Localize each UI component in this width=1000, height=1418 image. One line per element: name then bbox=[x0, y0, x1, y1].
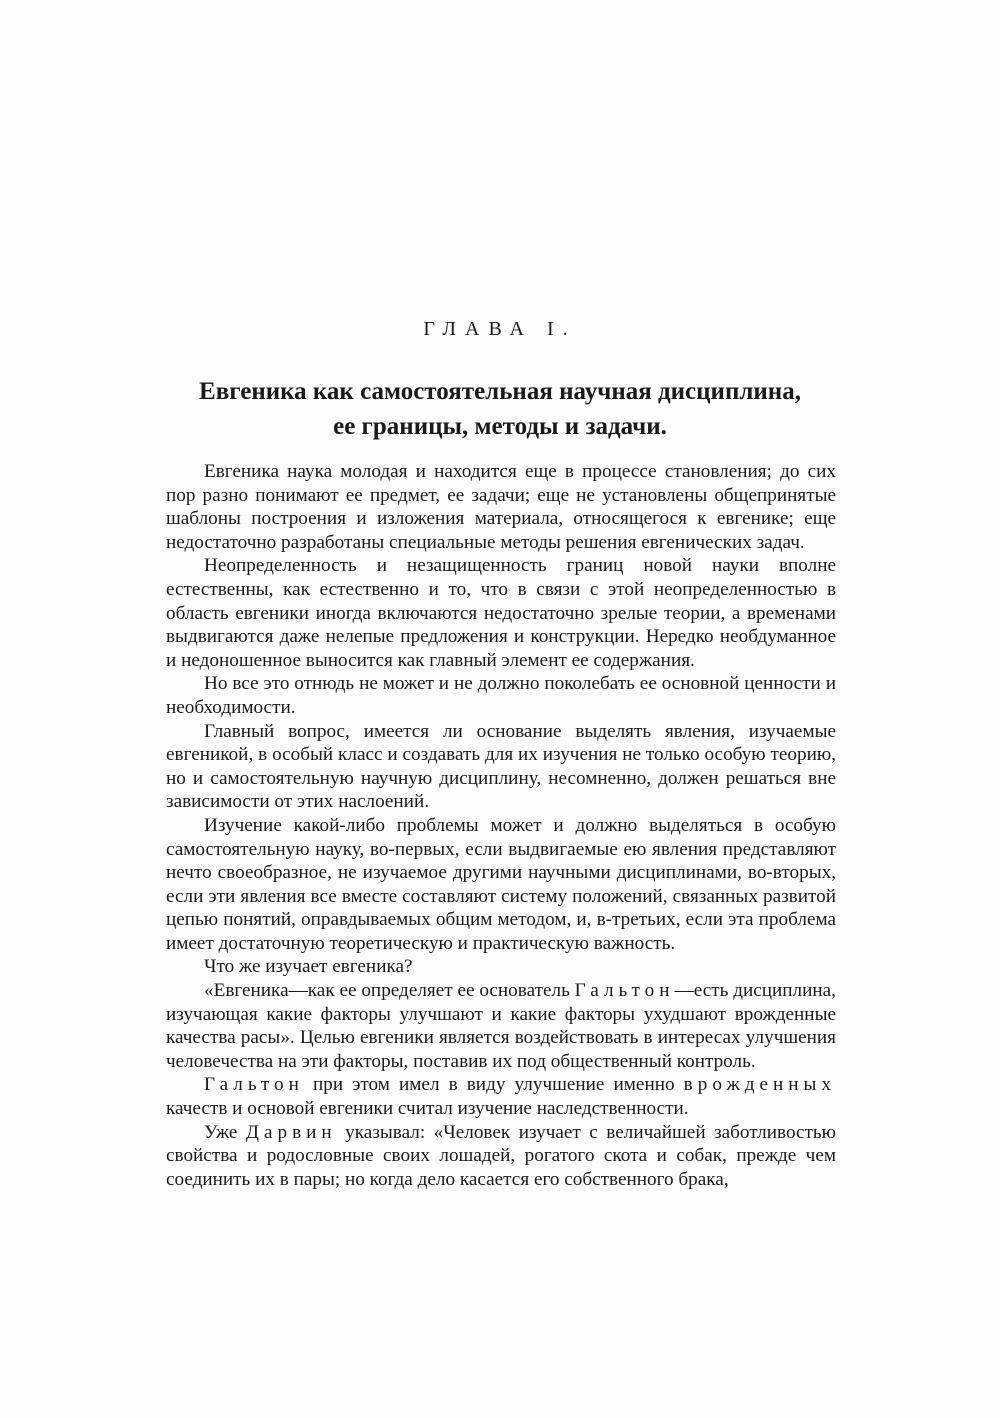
emphasis-innate: врожденных bbox=[683, 1074, 836, 1096]
paragraph-4: Главный вопрос, имеется ли основание выделять явления, изучаемые евгеникой, в особый класс и создавать для их изучения не только особую теорию, но и самостоятельную научную дисциплину, несомненно, должен решаться вне зависимости от этих наслоений. bbox=[166, 720, 836, 813]
name-darwin: Дарвин bbox=[245, 1121, 337, 1143]
paragraph-2: Неопределенность и незащищенность границ новой науки вполне естественны, как естественно и то, что в связи с этой неопределенностью в область евгеники иногда включаются недостаточно зрелые теории, а временами выдвигаются даже нелепые предложения и конструкции. Нередко необдуманное и недоношенное выносится как главный элемент ее содержания. bbox=[166, 555, 836, 671]
name-galton-2: Гальтон bbox=[204, 1074, 304, 1096]
paragraph-7-part-b: —есть дисциплина, изучающая какие факторы улучшают и какие факторы ухудшают врожденные качества расы». Целью евгеники является воздействовать в интересах улучшения человечества на эти факторы, поставив их под общественный контроль. bbox=[166, 980, 836, 1072]
paragraph-7-part-a: «Евгеника—как ее определяет ее основатель bbox=[204, 980, 575, 1002]
chapter-label: ГЛАВА I. bbox=[423, 318, 577, 340]
paragraph-9 bbox=[166, 1121, 836, 1192]
paragraph-9-part-b: указывал: «Человек изучает с величайшей заботливостью свойства и родословные своих лошадей, рогатого скота и собак, прежде чем соединить их в пары; но когда дело касается его собственного брака, bbox=[166, 1121, 836, 1190]
chapter-title-line-1: Евгеника как самостоятельная научная дисциплина, bbox=[199, 378, 801, 405]
chapter-title-line-2: ее границы, методы и задачи. bbox=[333, 413, 667, 440]
paragraph-5: Изучение какой-либо проблемы может и должно выделяться в особую самостоятельную науку, во-первых, если выдвигаемые ею явления представляют нечто своеобразное, не изучаемое другими научными дисциплинами, во-вторых, если эти явления все вместе составляют систему положений, связанных развитой цепью понятий, оправдываемых общим методом, и, в-третьих, если эта проблема имеет достаточную теоретическую и практическую важность. bbox=[166, 814, 836, 954]
paragraph-8-part-a: при этом имел в виду улучшение именно bbox=[303, 1074, 684, 1096]
name-galton: Гальтон bbox=[574, 980, 675, 1002]
paragraph-1: Евгеника наука молодая и находится еще в процессе становления; до сих пор разно понимают ее предмет, ее задачи; еще не установлены общепринятые шаблоны построения и изложения материала, относящегося к евгенике; еще недостаточно разработаны специальные методы решения евгенических задач. bbox=[166, 461, 836, 553]
paragraph-8 bbox=[166, 1073, 836, 1120]
paragraph-3: Но все это отнюдь не может и не должно поколебать ее основной ценности и необходимости. bbox=[166, 673, 836, 718]
paragraph-7 bbox=[166, 979, 836, 1073]
paragraph-8-part-b: качеств и основой евгеники считал изучение наследственности. bbox=[166, 1098, 689, 1120]
paragraph-9-part-a: Уже bbox=[204, 1121, 246, 1143]
body-text bbox=[166, 460, 836, 1191]
paragraph-6: Что же изучает евгеника? bbox=[204, 956, 413, 978]
chapter-title bbox=[120, 374, 880, 444]
